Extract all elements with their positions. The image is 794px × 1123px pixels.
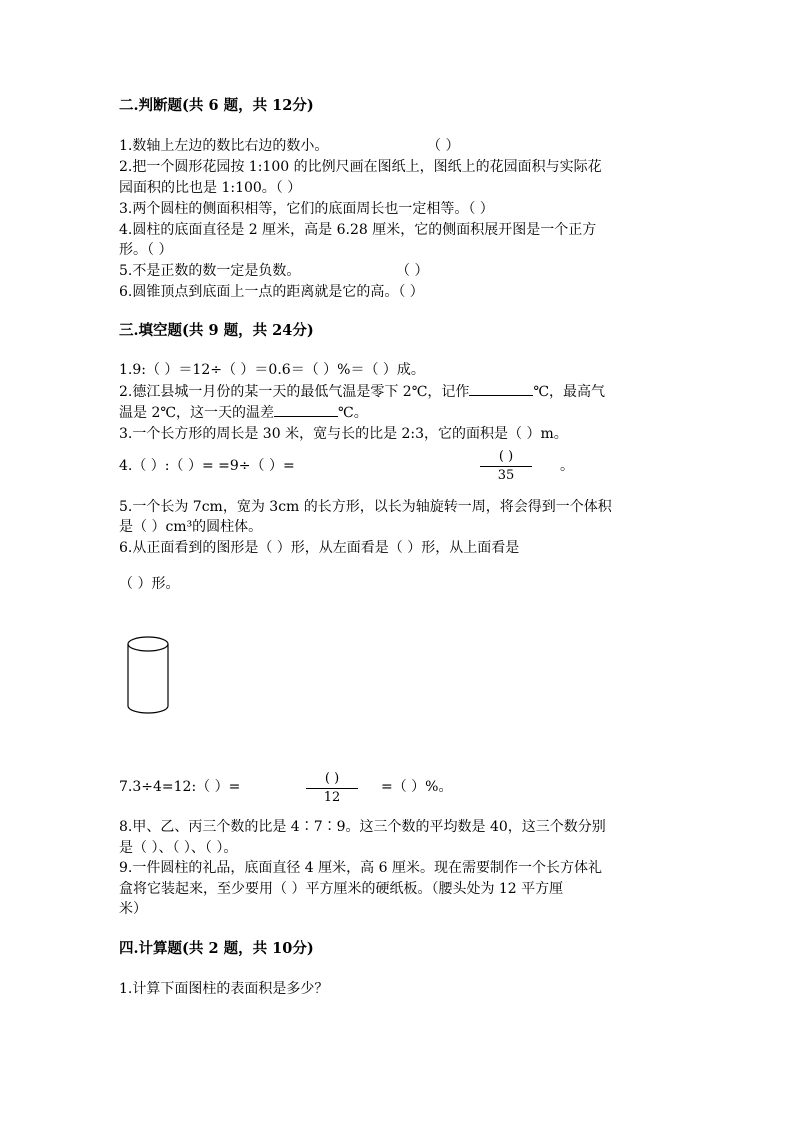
s3-question-9-line-1: 9.一件圆柱的礼品，底面直径 4 厘米，高 6 厘米。现在需要制作一个长方体礼 (119, 860, 602, 876)
s2-question-3: 3.两个圆柱的侧面积相等，它们的底面周长也一定相等。（ ） (119, 201, 494, 217)
s4-question-1: 1.计算下面图柱的表面积是多少？ (119, 981, 329, 997)
s3-q7-fraction-denominator: 12 (323, 790, 341, 805)
section-2-title: 二.判断题(共 6 题，共 12分) (119, 97, 314, 114)
s3-question-1: 1.9:（ ）＝12÷（ ）＝0.6＝（ ）%＝（ ）成。 (119, 362, 425, 378)
s3-question-4: 4.（ ）:（ ）= =9÷（ ）= (119, 458, 295, 474)
s3-q4-fraction-numerator[interactable]: ( ) (498, 449, 514, 464)
s3-q2-blank-1[interactable] (469, 381, 533, 396)
s3-question-5-line-2: 是（ ）cm³的圆柱体。 (119, 519, 263, 535)
s3-question-9-line-2: 盒将它装起来，至少要用（ ）平方厘米的硬纸板。（腰头处为 12 平方厘 (119, 881, 564, 897)
s2-question-2-line-1: 2.把一个圆形花园按 1:100 的比例尺画在图纸上，图纸上的花园面积与实际花 (119, 159, 602, 175)
s3-q4-end: 。 (560, 458, 574, 474)
s3-question-5-line-1: 5.一个长为 7cm，宽为 3cm 的长方形，以长为轴旋转一周，将会得到一个体积 (119, 499, 612, 515)
s2-question-4-line-2: 形。（ ） (119, 242, 173, 258)
section-4-title: 四.计算题(共 2 题，共 10分) (119, 940, 314, 957)
s3-q7-fraction-numerator[interactable]: ( ) (324, 771, 340, 786)
cylinder-figure (122, 632, 174, 718)
s3-q2-text-b: ℃，最高气 (533, 384, 606, 400)
s2-question-4-line-1: 4.圆柱的底面直径是 2 厘米，高是 6.28 厘米，它的侧面积展开图是一个正方 (119, 222, 597, 238)
s2-question-5: 5.不是正数的数一定是负数。 (119, 263, 301, 279)
s3-q2-text-d: ℃。 (338, 405, 368, 421)
section-3-title: 三.填空题(共 9 题，共 24分) (119, 322, 314, 339)
s3-question-9-line-3: 米） (119, 901, 147, 917)
s2-question-1 (119, 136, 328, 156)
s3-question-8-line-1: 8.甲、乙、丙三个数的比是 4∶7∶9。这三个数的平均数是 40，这三个数分别 (119, 819, 606, 835)
s3-question-2-line-1 (119, 381, 605, 401)
s3-q7-fraction (306, 771, 358, 806)
s2-question-6: 6.圆锥顶点到底面上一点的距离就是它的高。（ ） (119, 284, 424, 300)
s3-question-6-line-2: （ ）形。 (119, 576, 180, 592)
s2-q1-answer-paren[interactable]: （ ） (427, 138, 460, 154)
cylinder-top-ellipse (128, 637, 168, 651)
s3-q7-tail: =（ ）%。 (381, 779, 453, 795)
s3-q7-fraction-bar (306, 788, 358, 789)
s3-q4-fraction (480, 449, 532, 484)
s3-q2-text-c: 温是 2℃，这一天的温差 (119, 405, 275, 421)
s3-q4-fraction-denominator: 35 (497, 468, 515, 483)
s3-question-3: 3.一个长方形的周长是 30 米，宽与长的比是 2:3，它的面积是（ ）m。 (119, 426, 568, 442)
s3-question-6-line-1: 6.从正面看到的图形是（ ）形，从左面看是（ ）形，从上面看是 (119, 540, 520, 556)
s2-question-2-line-2: 园面积的比也是 1:100。（ ） (119, 180, 302, 196)
s3-question-8-line-2: 是（ ）、（ ）、（ ）。 (119, 840, 238, 856)
s3-question-2-line-2 (119, 402, 368, 422)
s3-question-7: 7.3÷4=12:（ ）= (119, 779, 241, 795)
cylinder-bottom-arc (128, 706, 168, 713)
s3-q4-fraction-bar (480, 466, 532, 467)
s2-q5-answer-paren[interactable]: （ ） (396, 263, 429, 279)
s3-q2-text-a: 2.德江县城一月份的某一天的最低气温是零下 2℃，记作 (119, 384, 470, 400)
s2-q1-text: 1.数轴上左边的数比右边的数小。 (119, 138, 329, 154)
s3-q2-blank-2[interactable] (274, 402, 338, 417)
